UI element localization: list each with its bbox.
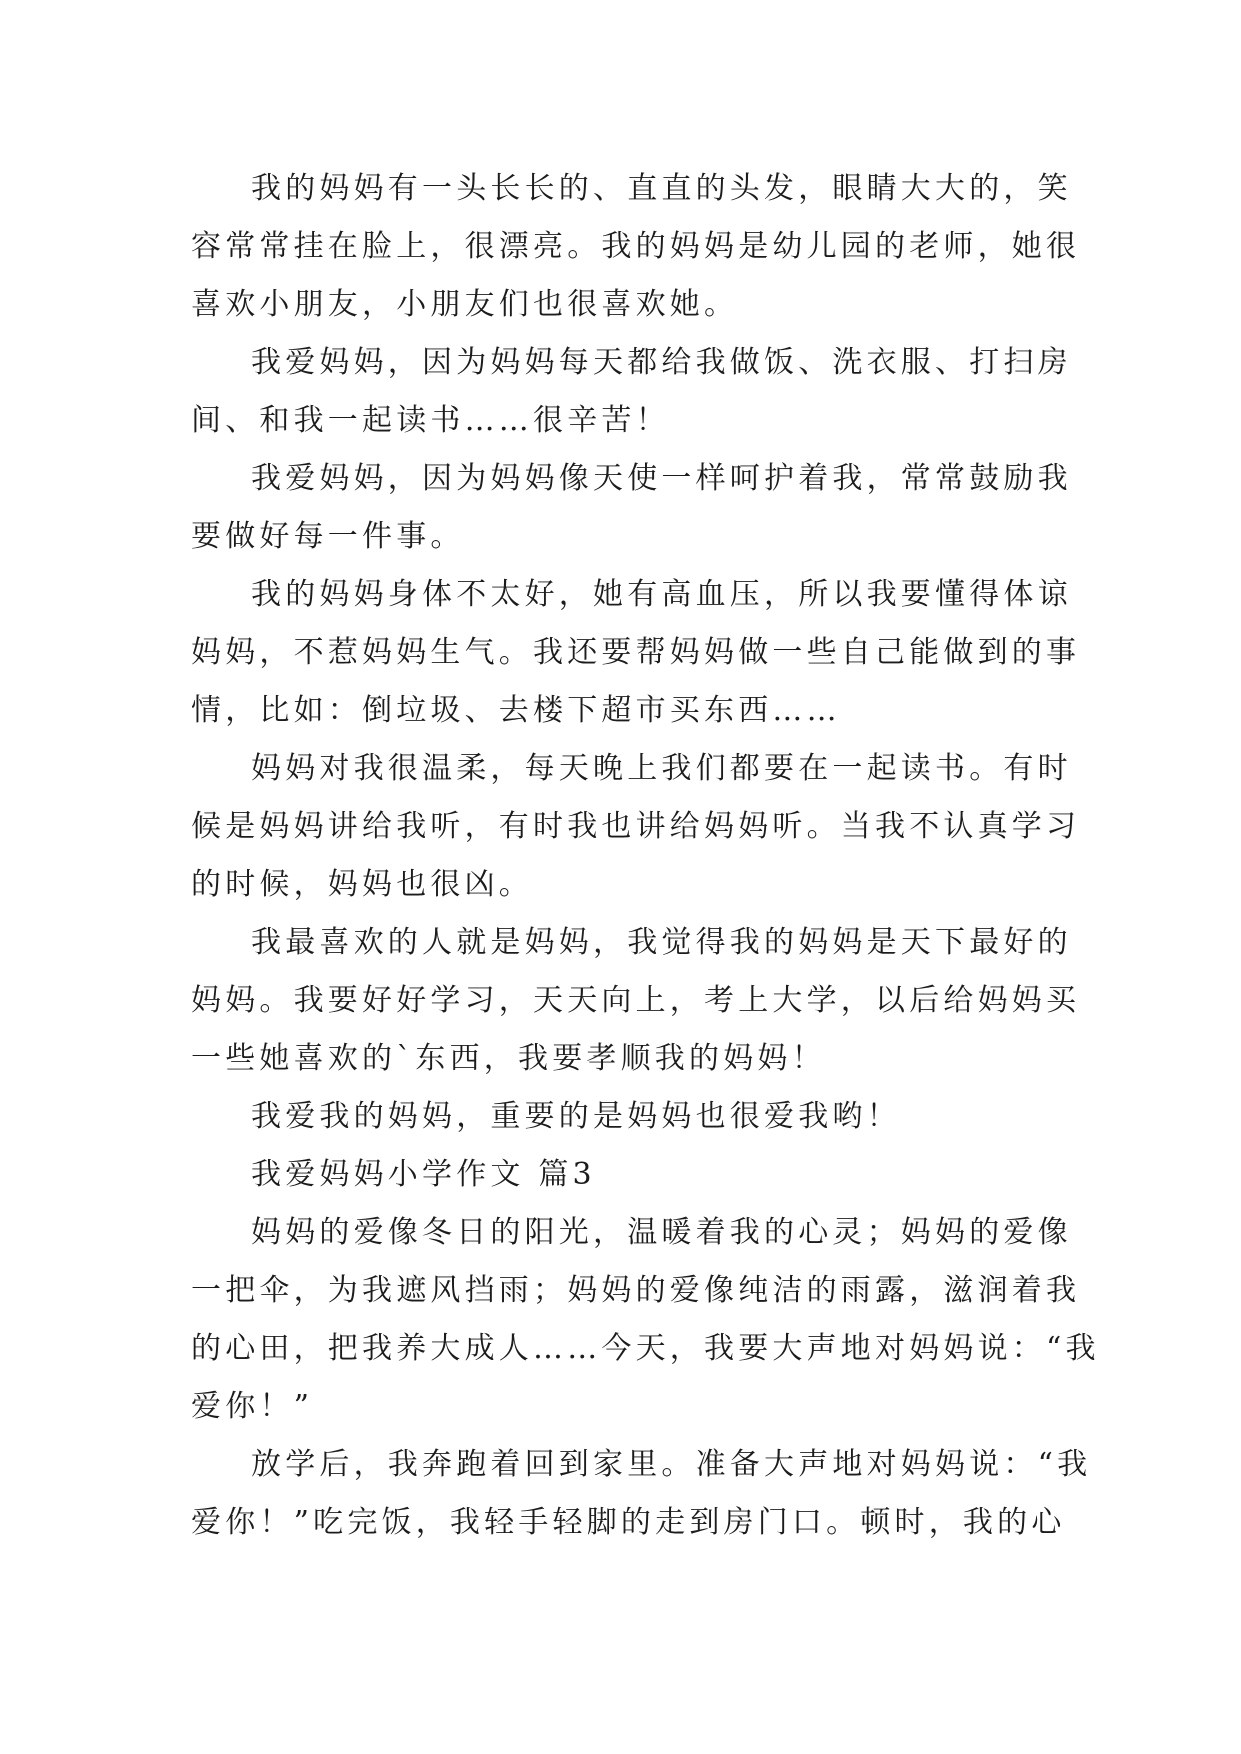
section-heading [191, 1146, 1051, 1204]
text-line: 一把伞，为我遮风挡雨；妈妈的爱像纯洁的雨露，滋润着我 [191, 1273, 1081, 1308]
paragraph-5 [191, 740, 1081, 914]
paragraph-6 [191, 914, 1081, 1088]
text-line: 我爱妈妈，因为妈妈每天都给我做饭、洗衣服、打扫房 [251, 345, 1072, 380]
text-line: 间、和我一起读书……很辛苦！ [191, 403, 670, 438]
document-page [191, 160, 1100, 1552]
text-line: 容常常挂在脸上，很漂亮。我的妈妈是幼儿园的老师，她很 [191, 229, 1081, 264]
text-line: 妈妈对我很温柔，每天晚上我们都要在一起读书。有时 [251, 751, 1072, 786]
paragraph-9 [191, 1436, 1092, 1552]
paragraph-4 [191, 566, 1081, 740]
text-line: 情，比如：倒垃圾、去楼下超市买东西…… [191, 693, 841, 728]
text-line: 我最喜欢的人就是妈妈，我觉得我的妈妈是天下最好的 [251, 925, 1072, 960]
text-line: 的心田，把我养大成人……今天，我要大声地对妈妈说：“我 [191, 1331, 1100, 1366]
text-line: 我爱我的妈妈，重要的是妈妈也很爱我哟！ [251, 1099, 901, 1134]
paragraph-8 [191, 1204, 1100, 1436]
paragraph-3 [191, 450, 1072, 566]
text-line: 我爱妈妈小学作文 篇3 [251, 1157, 596, 1192]
text-line: 喜欢小朋友，小朋友们也很喜欢她。 [191, 287, 739, 322]
paragraph-2 [191, 334, 1072, 450]
text-line: 爱你！” [191, 1389, 314, 1424]
paragraph-1 [191, 160, 1081, 334]
text-line: 妈妈。我要好好学习，天天向上，考上大学，以后给妈妈买 [191, 983, 1081, 1018]
paragraph-7 [191, 1088, 1051, 1146]
text-line: 我的妈妈身体不太好，她有高血压，所以我要懂得体谅 [251, 577, 1072, 612]
text-line: 要做好每一件事。 [191, 519, 465, 554]
text-line: 我爱妈妈，因为妈妈像天使一样呵护着我，常常鼓励我 [251, 461, 1072, 496]
text-line: 爱你！”吃完饭，我轻手轻脚的走到房门口。顿时，我的心 [191, 1505, 1066, 1540]
text-line: 妈妈，不惹妈妈生气。我还要帮妈妈做一些自己能做到的事 [191, 635, 1081, 670]
text-line: 放学后，我奔跑着回到家里。准备大声地对妈妈说：“我 [251, 1447, 1092, 1482]
text-line: 的时候，妈妈也很凶。 [191, 867, 533, 902]
text-line: 妈妈的爱像冬日的阳光，温暖着我的心灵；妈妈的爱像 [251, 1215, 1072, 1250]
text-line: 一些她喜欢的`东西，我要孝顺我的妈妈！ [191, 1041, 826, 1076]
text-line: 我的妈妈有一头长长的、直直的头发，眼睛大大的，笑 [251, 171, 1072, 206]
text-line: 候是妈妈讲给我听，有时我也讲给妈妈听。当我不认真学习 [191, 809, 1081, 844]
